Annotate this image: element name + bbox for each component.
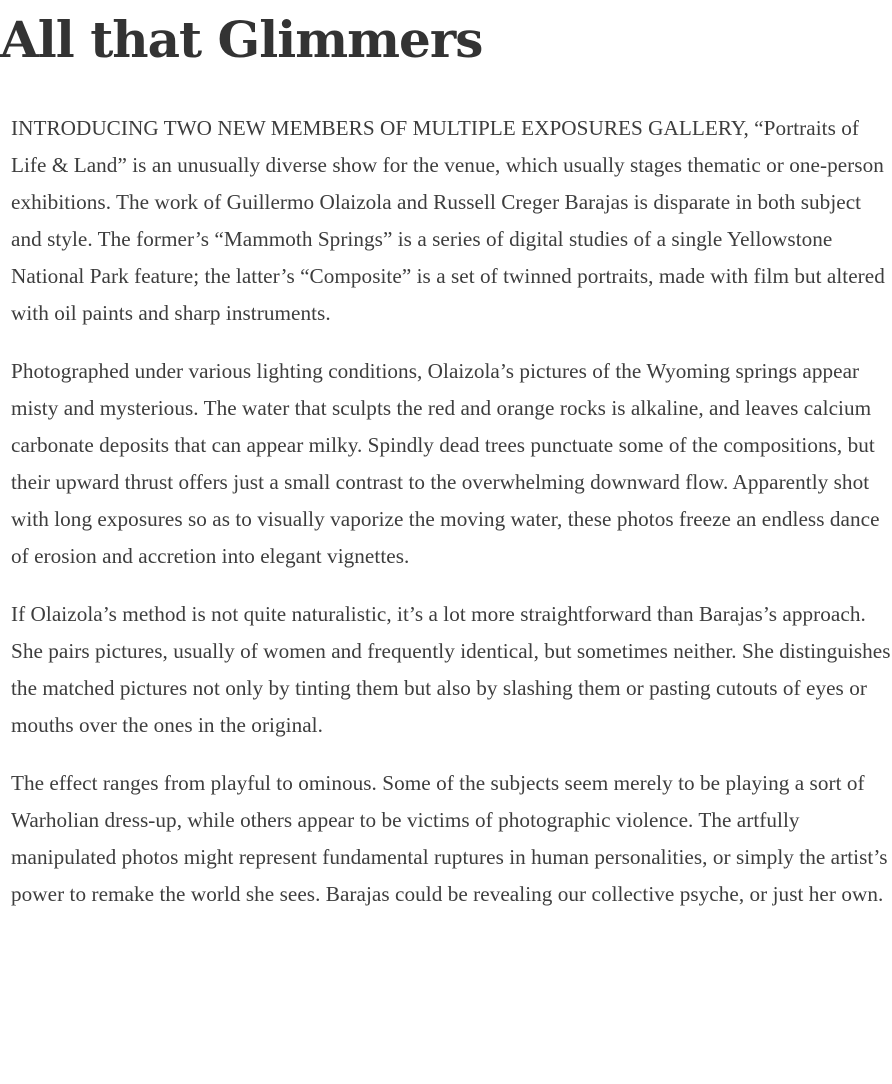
article-paragraph-4: The effect ranges from playful to ominous. Some of the subjects seem merely to be playing a sort of Warholian dress-up, while others appear to be victims of photographic violence. The artfully manipulated photos might represent fundamental ruptures in human personalities, or simply the artist’s power to remake the world she sees. Barajas could be revealing our collective psyche, or just her own. — [11, 771, 888, 906]
article-title: All that Glimmers — [0, 10, 483, 69]
article-paragraph-3: If Olaizola’s method is not quite naturalistic, it’s a lot more straightforward than Barajas’s approach. She pairs pictures, usually of women and frequently identical, but sometimes neither. She distinguishes the matched pictures not only by tinting them but also by slashing them or pasting cutouts of eyes or mouths over the ones in the original. — [11, 602, 891, 737]
article-paragraph-2: Photographed under various lighting conditions, Olaizola’s pictures of the Wyoming springs appear misty and mysterious. The water that sculpts the red and orange rocks is alkaline, and leaves calcium carbonate deposits that can appear milky. Spindly dead trees punctuate some of the compositions, but their upward thrust offers just a small contrast to the overwhelming downward flow. Apparently shot with long exposures so as to visually vaporize the moving water, these photos freeze an endless dance of erosion and accretion into elegant vignettes. — [11, 359, 880, 568]
article-paragraph-1: INTRODUCING TWO NEW MEMBERS OF MULTIPLE EXPOSURES GALLERY, “Portraits of Life & Land” is an unusually diverse show for the venue, which usually stages thematic or one-person exhibitions. The work of Guillermo Olaizola and Russell Creger Barajas is disparate in both subject and style. The former’s “Mammoth Springs” is a series of digital studies of a single Yellowstone National Park feature; the latter’s “Composite” is a set of twinned portraits, made with film but altered with oil paints and sharp instruments. — [11, 116, 885, 325]
article-body — [11, 110, 891, 913]
